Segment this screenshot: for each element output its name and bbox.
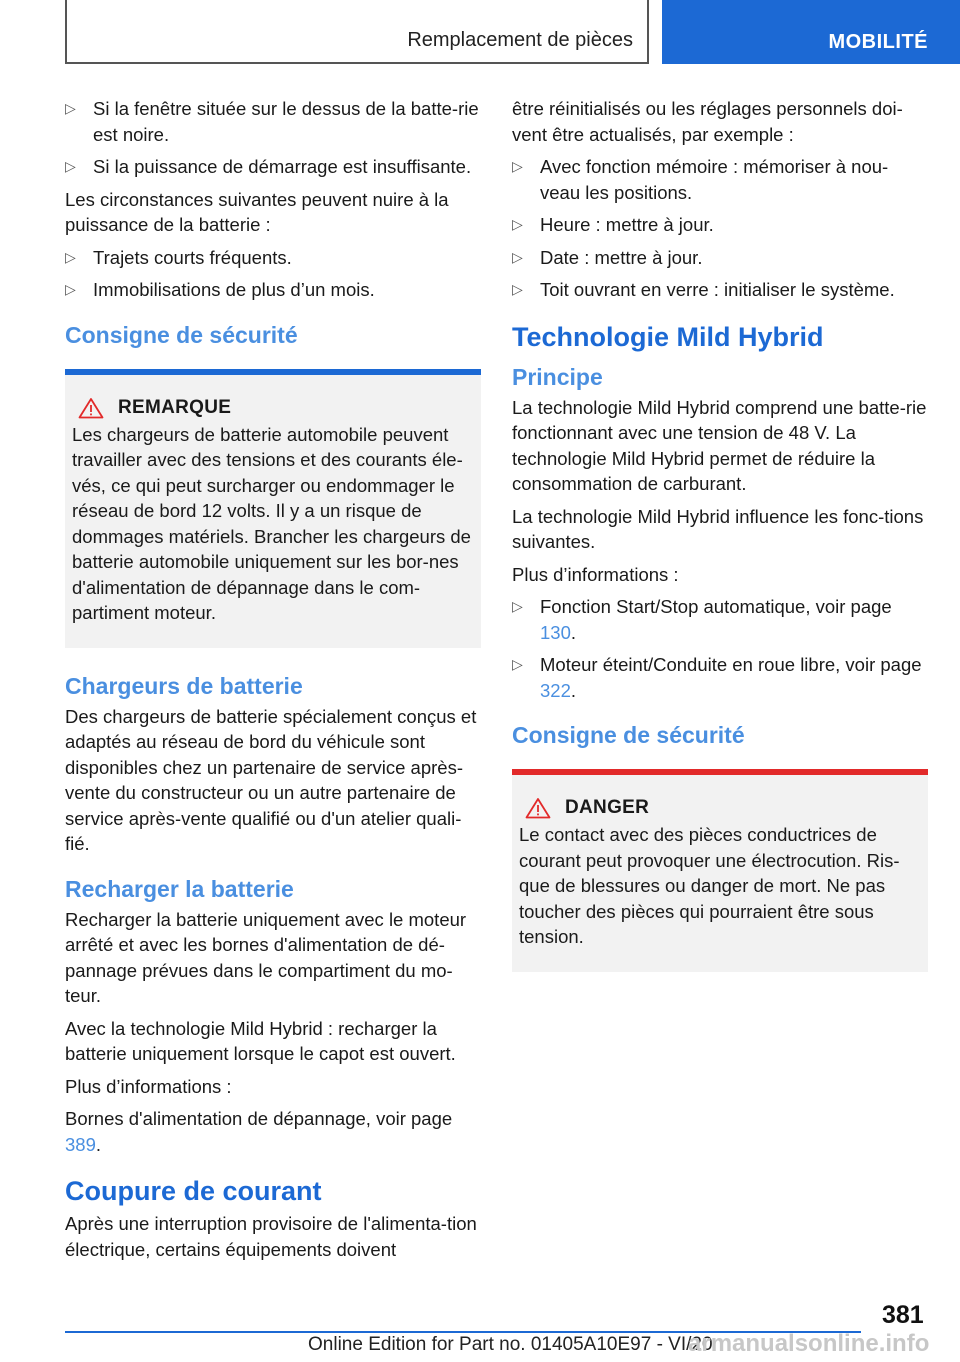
heading-principe: Principe	[512, 363, 603, 390]
page-link[interactable]: 389	[65, 1133, 96, 1155]
bullet-list	[512, 594, 928, 703]
left-column	[65, 96, 481, 1269]
paragraph: Plus d’informations :	[65, 1075, 232, 1097]
triangle-bullet-icon: ▷	[512, 248, 523, 265]
triangle-bullet-icon: ▷	[512, 216, 523, 232]
list-item: ▷ Si la fenêtre située sur le dessus de la batte‐rie est noire.	[65, 98, 479, 145]
page-link[interactable]: 322	[540, 679, 571, 701]
paragraph: La technologie Mild Hybrid comprend une batte‐rie fonctionnant avec une tension de 48 V. La technologie Mild Hybrid permet de réduire la consommation de carburant.	[512, 396, 927, 494]
triangle-bullet-icon: ▷	[65, 281, 76, 297]
paragraph: Avec la technologie Mild Hybrid : recharger la batterie uniquement lorsque le capot est ouvert.	[65, 1017, 456, 1064]
paragraph: être réinitialisés ou les réglages personnels doi‐vent être actualisés, par exemple :	[512, 98, 903, 145]
triangle-bullet-icon: ▷	[65, 158, 76, 174]
danger-text: Le contact avec des pièces conductrices de courant peut provoquer une électrocution. Ris‐que de blessures ou danger de mort. Ne pas toucher des pièces qui pourraient être sous tension.	[519, 824, 900, 947]
heading-technologie: Technologie Mild Hybrid	[512, 321, 824, 352]
watermark: armanualsonline.info	[688, 1330, 930, 1357]
heading-consigne-securite: Consigne de sécurité	[65, 321, 298, 348]
heading-consigne-securite: Consigne de sécurité	[512, 722, 745, 748]
list-item: ▷ Trajets courts fréquents.	[65, 245, 481, 271]
paragraph: Plus d’informations :	[512, 563, 679, 585]
list-item: ▷ Fonction Start/Stop automatique, voir page 130.	[512, 596, 892, 643]
triangle-bullet-icon: ▷	[512, 656, 523, 672]
paragraph: Les circonstances suivantes peuvent nuire à la puissance de la batterie :	[65, 188, 449, 235]
header-section-title: Remplacement de pièces	[407, 29, 633, 51]
notice-text: Les chargeurs de batterie automobile peuvent travailler avec des tensions et des courants éle‐vés, ce qui peut surcharger ou endommager le réseau de bord 12 volts. Il y a un risque de dommages matériels. Brancher les chargeurs de batterie automobile uniquement sur les bor‐nes d'alimentation de dépannage dans le com‐partiment moteur.	[72, 423, 471, 623]
list-item: ▷ Moteur éteint/Conduite en roue libre, voir page 322.	[512, 654, 922, 701]
danger-box	[512, 769, 928, 972]
header-chapter-label: MOBILITÉ	[828, 31, 928, 53]
paragraph: Des chargeurs de batterie spécialement conçus et adaptés au réseau de bord du véhicule sont disponibles chez un partenaire de service après-vente du constructeur ou un autre partenaire de service après-vente qualifié ou d'un atelier quali‐fié.	[65, 705, 477, 854]
right-column	[512, 96, 928, 996]
page-reference: Bornes d'alimentation de dépannage, voir page 389.	[65, 1108, 453, 1155]
list-item: ▷ Date : mettre à jour.	[512, 245, 928, 271]
triangle-bullet-icon: ▷	[512, 598, 523, 614]
paragraph: Recharger la batterie uniquement avec le moteur arrêté et avec les bornes d'alimentation de dé‐pannage prévues dans le compartiment du mo‐teur.	[65, 908, 467, 1006]
list-item: ▷ Toit ouvrant en verre : initialiser le système.	[512, 277, 928, 303]
page-number: 381	[882, 1301, 924, 1329]
triangle-bullet-icon: ▷	[65, 248, 76, 265]
heading-coupure: Coupure de courant	[65, 1176, 322, 1206]
warning-triangle-icon	[78, 397, 104, 419]
page-link[interactable]: 130	[540, 621, 571, 643]
list-item: ▷ Heure : mettre à jour.	[512, 212, 928, 238]
header-chapter-tab	[662, 0, 960, 64]
heading-recharger: Recharger la batterie	[65, 875, 294, 902]
warning-triangle-icon	[525, 797, 551, 819]
paragraph: La technologie Mild Hybrid influence les fonc‐tions suivantes.	[512, 505, 924, 552]
bullet-list	[65, 96, 481, 180]
heading-chargeurs: Chargeurs de batterie	[65, 672, 303, 699]
notice-label: REMARQUE	[118, 396, 232, 418]
paragraph: Après une interruption provisoire de l'alimenta‐tion électrique, certains équipements doivent	[65, 1213, 477, 1260]
header-section-box	[65, 0, 649, 64]
triangle-bullet-icon: ▷	[512, 281, 523, 297]
footer-edition: Online Edition for Part no. 01405A10E97 - VI/20	[308, 1334, 713, 1355]
triangle-bullet-icon: ▷	[512, 158, 523, 174]
list-item: ▷ Immobilisations de plus d’un mois.	[65, 277, 481, 303]
triangle-bullet-icon: ▷	[65, 100, 76, 116]
list-item: ▷ Si la puissance de démarrage est insuffisante.	[65, 154, 481, 180]
bullet-list	[512, 154, 928, 303]
bullet-list	[65, 245, 481, 303]
list-item: ▷ Avec fonction mémoire : mémoriser à nou‐veau les positions.	[512, 156, 889, 203]
danger-label: DANGER	[565, 797, 650, 818]
notice-box	[65, 369, 481, 648]
